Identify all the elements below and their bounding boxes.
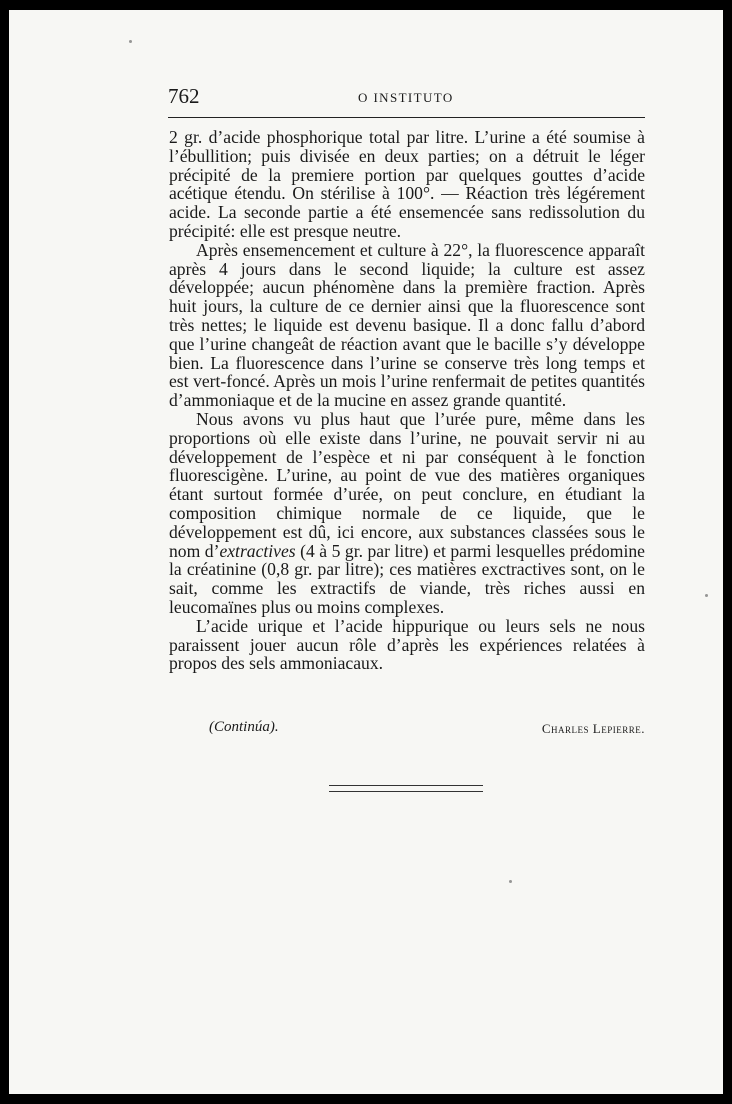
paper-speck bbox=[509, 880, 512, 883]
author-signature: Charles Lepierre. bbox=[541, 721, 645, 736]
double-rule-divider bbox=[329, 785, 483, 792]
document-page bbox=[9, 10, 723, 1094]
running-title: O INSTITUTO bbox=[358, 90, 454, 105]
paper-speck bbox=[705, 594, 708, 597]
paragraph-1: 2 gr. d’acide phosphorique total par litre. L’urine a été soumise à l’ébullition; puis divisée en deux parties; on a détruit le léger précipité de la premiere portion par quelques gouttes d’acide acétique étendu. On stérilise à 100°. — Réaction très légérement acide. La seconde partie a été ensemencée sans redissolution du précipité: elle est presque neutre. bbox=[169, 127, 645, 241]
article-body bbox=[169, 128, 645, 673]
page-number: 762 bbox=[168, 84, 200, 108]
paragraph-3 bbox=[169, 410, 645, 617]
paper-speck bbox=[129, 40, 132, 43]
paragraph-2: Après ensemencement et culture à 22°, la fluorescence apparaît après 4 jours dans le second liquide; la culture est assez développée; aucun phénomène dans la première fraction. Après huit jours, la culture de ce dernier ainsi que la fluorescence sont très nettes; le liquide est devenu basique. Il a donc fallu d’abord que l’urine changeât de réaction avant que le bacille s’y développe bien. La fluorescence dans l’urine se conserve très long temps et est vert-foncé. Après un mois l’urine renfermait de petites quantités d’ammoniaque et de la mucine en assez grande quantité. bbox=[169, 239, 645, 411]
page-header bbox=[168, 79, 645, 118]
paragraph-3-end: (4 à 5 gr. par litre) et parmi lesquelles prédomine la créatinine (0,8 gr. par litre); ces matières exctractives sont, on le sait, comme les extractifs de viande, très riches aussi en leucomaïnes plus ou moins complexes. bbox=[169, 540, 645, 617]
signature-line bbox=[169, 719, 645, 739]
italic-term-extractives: extractives bbox=[219, 540, 296, 561]
continued-note: (Continúa). bbox=[209, 719, 279, 735]
paragraph-3-start: Nous avons vu plus haut que l’urée pure, même dans les proportions où elle existe dans l’urine, ne pouvait servir ni au développement de l’espèce et ni par conséquent à le fonction fluorescigène. L’urine, au point de vue des matières organiques étant surtout formée d’urée, on peut conclure, en étudiant la composition chimique normale de ce liquide, que le développement est dû, ici encore, aux substances classées sous le nom d’ bbox=[169, 408, 645, 561]
paragraph-4: L’acide urique et l’acide hippurique ou leurs sels ne nous paraissent jouer aucun rôle d’après les expériences relatées à propos des sels ammoniacaux. bbox=[169, 615, 645, 674]
